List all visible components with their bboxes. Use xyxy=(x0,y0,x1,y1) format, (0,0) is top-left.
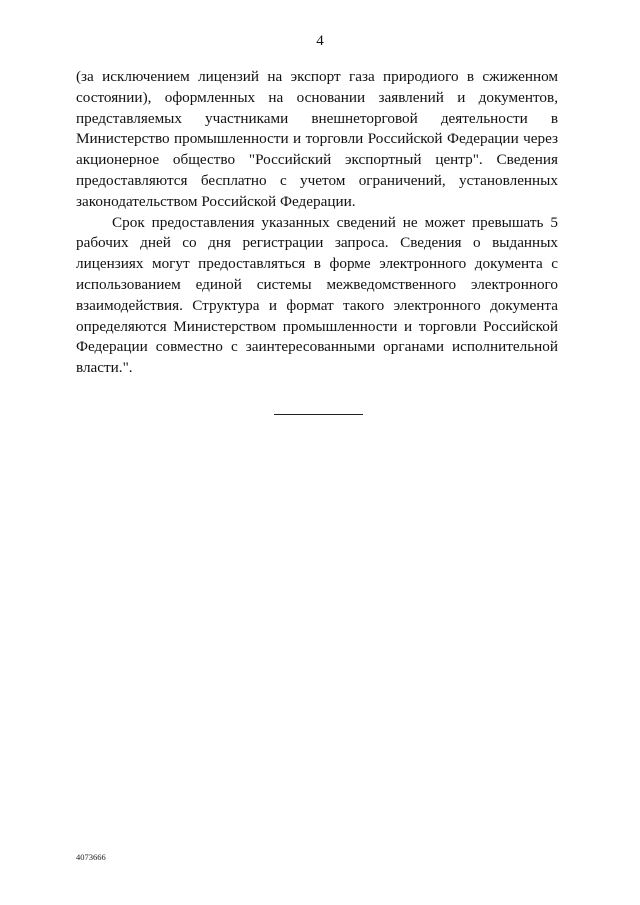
paragraph-1: (за исключением лицензий на экспорт газа природиого в сжиженном состоянии), оформленных на основании заявлений и документов, представляемых участниками внешнеторговой деятельности в Министерство промышленности и торговли Российской Федерации через акционерное общество "Российский экспортный центр". Сведения предоставляются бесплатно с учетом ограничений, установленных законодательством Российской Федерации. xyxy=(76,68,558,210)
page-number: 4 xyxy=(316,33,324,49)
closing-divider-line xyxy=(274,414,363,415)
document-code: 4073666 xyxy=(76,852,106,862)
paragraph-2: Срок предоставления указанных сведений не может превышать 5 рабочих дней со дня регистрации запроса. Сведения о выданных лицензиях могут предоставляться в форме электронного документа с использованием единой системы межведомственного электронного взаимодействия. Структура и формат такого электронного документа определяются Министерством промышленности и торговли Российской Федерации совместно с заинтересованными органами исполнительной власти.". xyxy=(76,213,558,377)
document-body xyxy=(76,67,558,379)
